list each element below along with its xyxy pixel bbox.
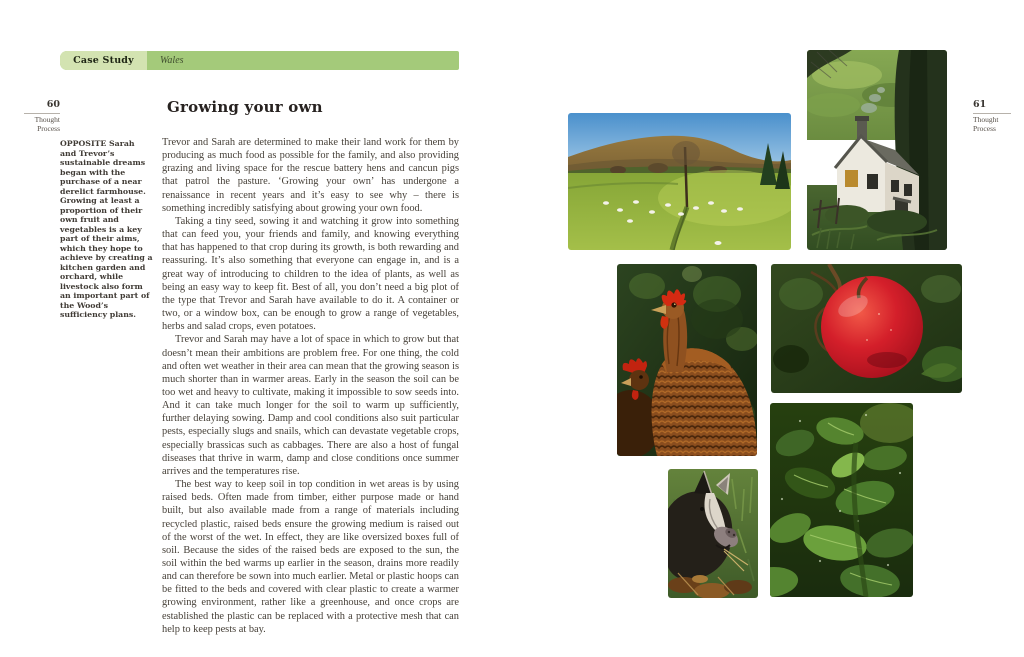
left-folio [24,99,60,133]
case-study-label: Case Study [60,51,147,70]
paragraph: The best way to keep soil in top condition in wet areas is by using raised beds. Often made from timber, either purpose made or hand built, but also available made from a range of materials including recycled plastic, raised beds ensure the growing medium is raised out of the worst of the wet. In effect, they are like oversized boxes full of soil. Because the sides of the raised beds are exposed to the sun, the soil within the bed warms up earlier in the season, drains more readily and can therefore be sown into much earlier. Metal or plastic hoops can be fitted to the beds and covered with clear plastic to create a warmer growing environment, rather like a greenhouse, and once crops are established the plastic can be replaced with a protective mesh that can help to keep pests at bay. [162,479,459,635]
left-page-number: 60 [46,99,60,110]
running-title [24,116,60,133]
article-heading: Growing your own [167,98,323,116]
photo-pig [668,469,758,598]
folio-rule [973,113,1011,114]
photo-apple [771,264,962,393]
photo-hillside-pasture [568,113,791,250]
running-title-line: Thought [34,115,60,124]
paragraph: Trevor and Sarah may have a lot of space in which to grow but that doesn’t mean their ambitions are problem free. For one thing, the cold and often wet weather in their area can mean that the growing season is much shorter than in warmer areas. Early in the season the soil can be too wet and heavy to cultivate, making it impossible to sow seeds into. And it can take much longer for the soil to warm up sufficiently, further delaying sowing. Damp and cool conditions also suit particular pests, especially slugs and snails, which can devastate vegetable crops, especially brassicas such as cabbages. There are also a host of fungal diseases that thrive in warm, damp and close conditions once summer arrives and the temperatures rise. [162,334,459,477]
article-body [162,136,459,636]
region-label: Wales [160,55,184,66]
photo-farmhouse [807,50,947,250]
right-folio [973,99,1011,133]
running-title-line: Thought [973,115,999,124]
running-title-line: Process [973,123,996,133]
running-title [973,116,1011,133]
right-page-number: 61 [973,99,987,110]
photo-hens [617,264,757,456]
paragraph: Trevor and Sarah are determined to make their land work for them by producing as much food as possible for the family, and also providing grazing and living space for the rescue battery hens and cancun pigs that patrol the pasture. ‘Growing your own’ has undergone a renaissance in recent years and it’s easy to see why – there is something incredibly satisfying about growing your own food. [162,137,459,214]
paragraph: Taking a tiny seed, sowing it and watching it grow into something that can feed you, your friends and family, and knowing everything that has happened to that crop during its growth, is both rewarding and reassuring. It’s also something that everyone can engage in, and is a great way of introducing to children to the idea of plants, as well as being an easy way to keep fit. Best of all, you don’t need a big plot of the type that Trevor and Sarah have available to do it. A container or two, or a window box, can be enough to grow a range of vegetables, herbs and salad crops, even potatoes. [162,215,459,333]
section-tag-bar [60,51,459,70]
photo-caption: OPPOSITE Sarah and Trevor’s sustainable dreams began with the purchase of a near derelict farmhouse. Growing at least a proportion of their own fruit and vegetables is a key part of their aims, which they hope to achieve by creating a kitchen garden and orchard, while livestock also form an important part of the Wood’s sufficiency plans. [60,139,153,319]
folio-rule [24,113,60,114]
running-title-line: Process [37,123,60,133]
photo-brassicas [770,403,913,597]
